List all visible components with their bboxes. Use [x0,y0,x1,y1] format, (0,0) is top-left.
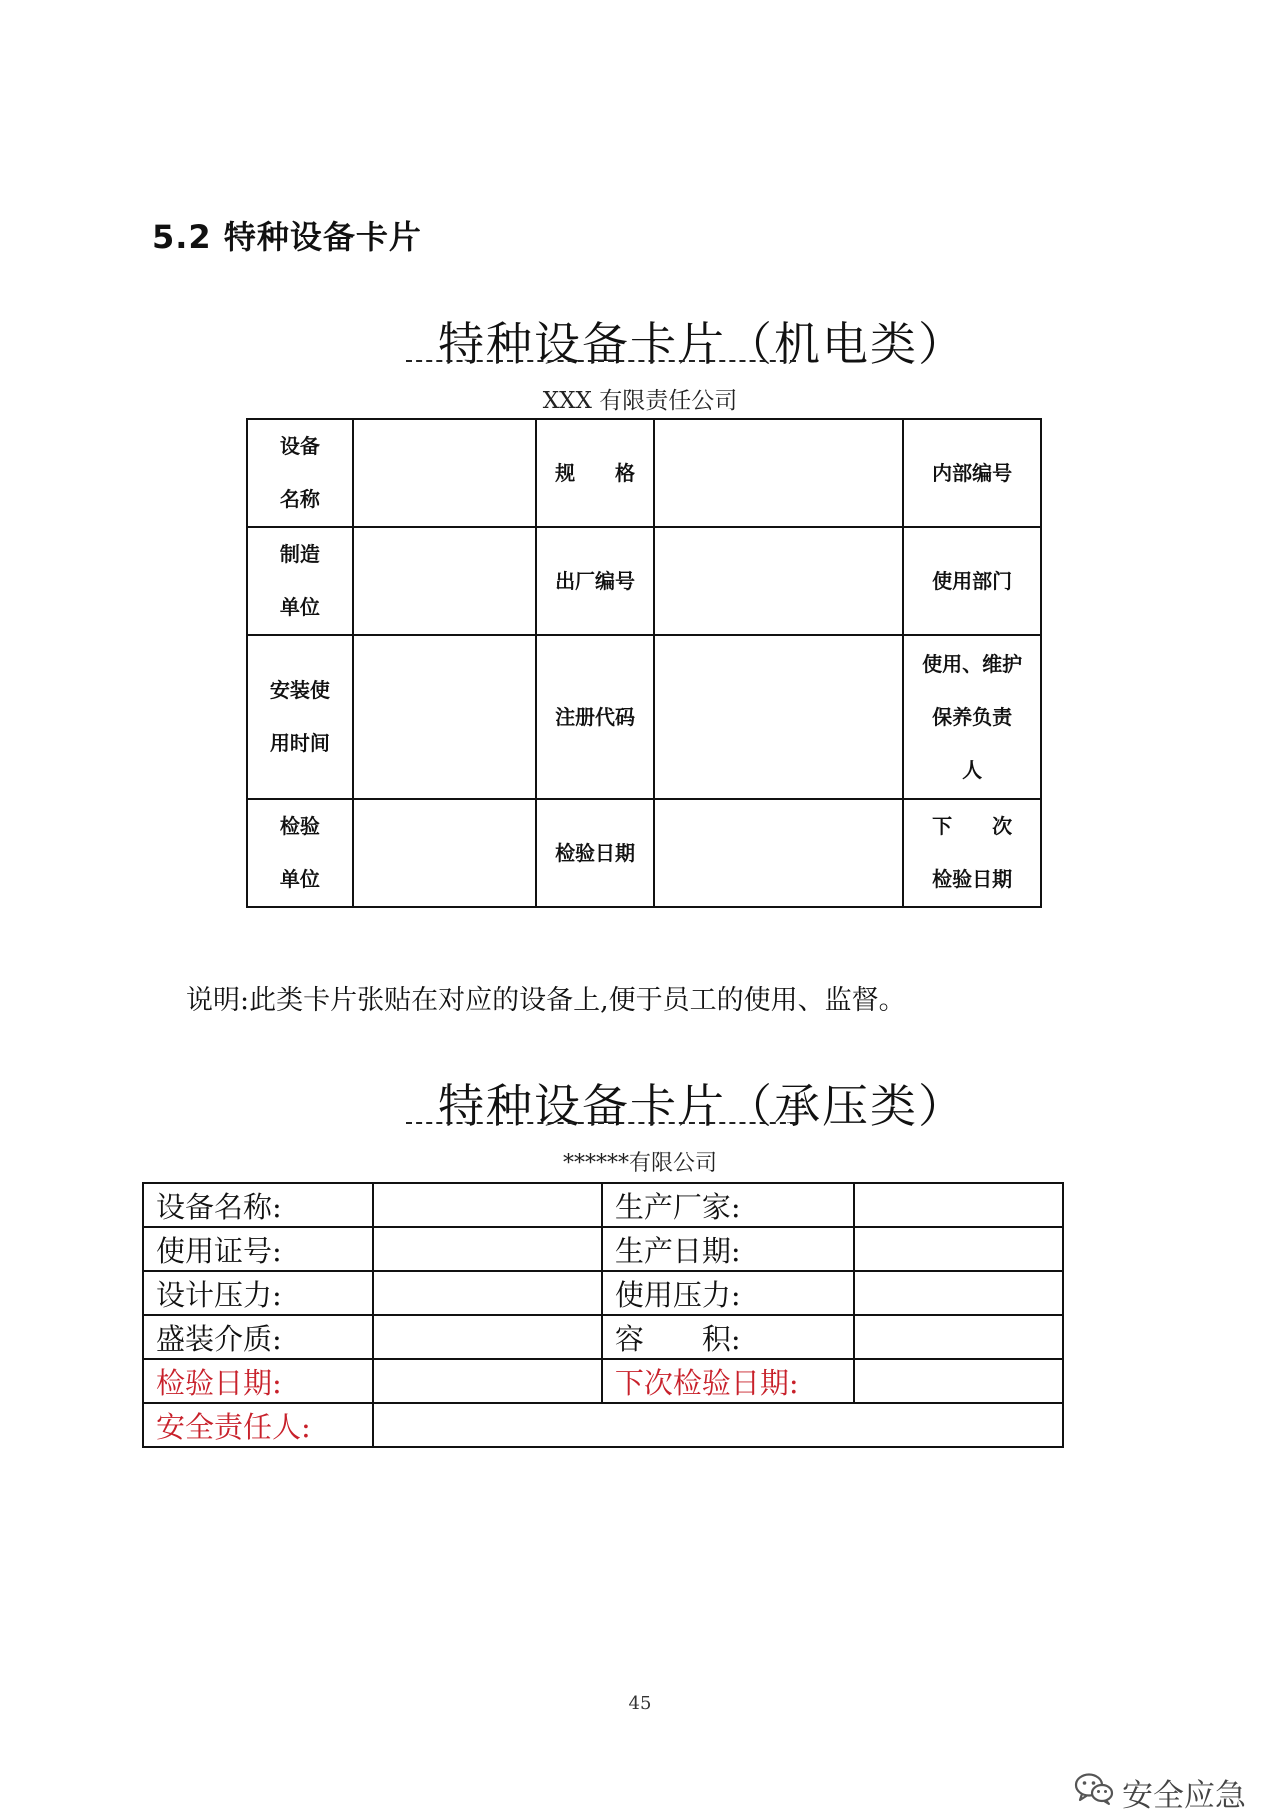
card1-label: 使用、维护 保养负责 人 [903,635,1041,799]
card1-company: XXX 有限责任公司 [542,388,738,414]
card2-value-cell [854,1359,1063,1403]
card1-label: 内部编号 [903,419,1041,527]
card1-label: 检验 单位 [247,799,353,907]
card2-value-cell [854,1183,1063,1227]
card2-title: 特种设备卡片（承压类） [438,1079,966,1133]
section-heading: 5.2 特种设备卡片 [152,218,422,256]
card1-table [246,418,1042,908]
card2-value-cell [854,1227,1063,1271]
wechat-icon [1074,1772,1114,1814]
card1-value-cell [353,635,536,799]
card1-value-cell [353,527,536,635]
card1-label: 安装使 用时间 [247,635,353,799]
card2-company: ******有限公司 [562,1151,717,1176]
watermark [1074,1770,1246,1815]
card2-label: 容 积: [602,1315,854,1359]
card2-value-cell [854,1271,1063,1315]
card1-label: 设备 名称 [247,419,353,527]
card2-label: 设备名称: [143,1183,373,1227]
card1-value-cell [654,799,903,907]
card2-label-red: 安全责任人: [143,1403,373,1447]
card-note: 说明:此类卡片张贴在对应的设备上,便于员工的使用、监督。 [186,985,906,1016]
card1-label: 注册代码 [536,635,654,799]
card2-value-cell [373,1359,602,1403]
card2-label: 盛装介质: [143,1315,373,1359]
card1-label: 下 次 检验日期 [903,799,1041,907]
card1-title: 特种设备卡片（机电类） [438,317,966,371]
card2-value-cell [373,1403,1063,1447]
watermark-text: 安全应急 [1122,1778,1246,1814]
card1-label: 使用部门 [903,527,1041,635]
card2-title-underline [406,1122,796,1124]
card1-label: 制造 单位 [247,527,353,635]
card2-label: 生产厂家: [602,1183,854,1227]
card2-label-red: 下次检验日期: [602,1359,854,1403]
card1-title-underline [406,360,796,362]
card2-value-cell [373,1271,602,1315]
card2-value-cell [373,1183,602,1227]
card2-label: 设计压力: [143,1271,373,1315]
card1-value-cell [654,419,903,527]
card2-value-cell [854,1315,1063,1359]
card1-value-cell [654,635,903,799]
card1-value-cell [353,799,536,907]
card1-label: 规 格 [536,419,654,527]
card2-label: 使用证号: [143,1227,373,1271]
card2-label: 使用压力: [602,1271,854,1315]
page-number: 45 [628,1693,652,1714]
card2-label: 生产日期: [602,1227,854,1271]
card2-table [142,1182,1064,1448]
card1-label: 出厂编号 [536,527,654,635]
card2-value-cell [373,1227,602,1271]
card1-value-cell [353,419,536,527]
card1-value-cell [654,527,903,635]
card2-value-cell [373,1315,602,1359]
card2-label-red: 检验日期: [143,1359,373,1403]
card1-label: 检验日期 [536,799,654,907]
